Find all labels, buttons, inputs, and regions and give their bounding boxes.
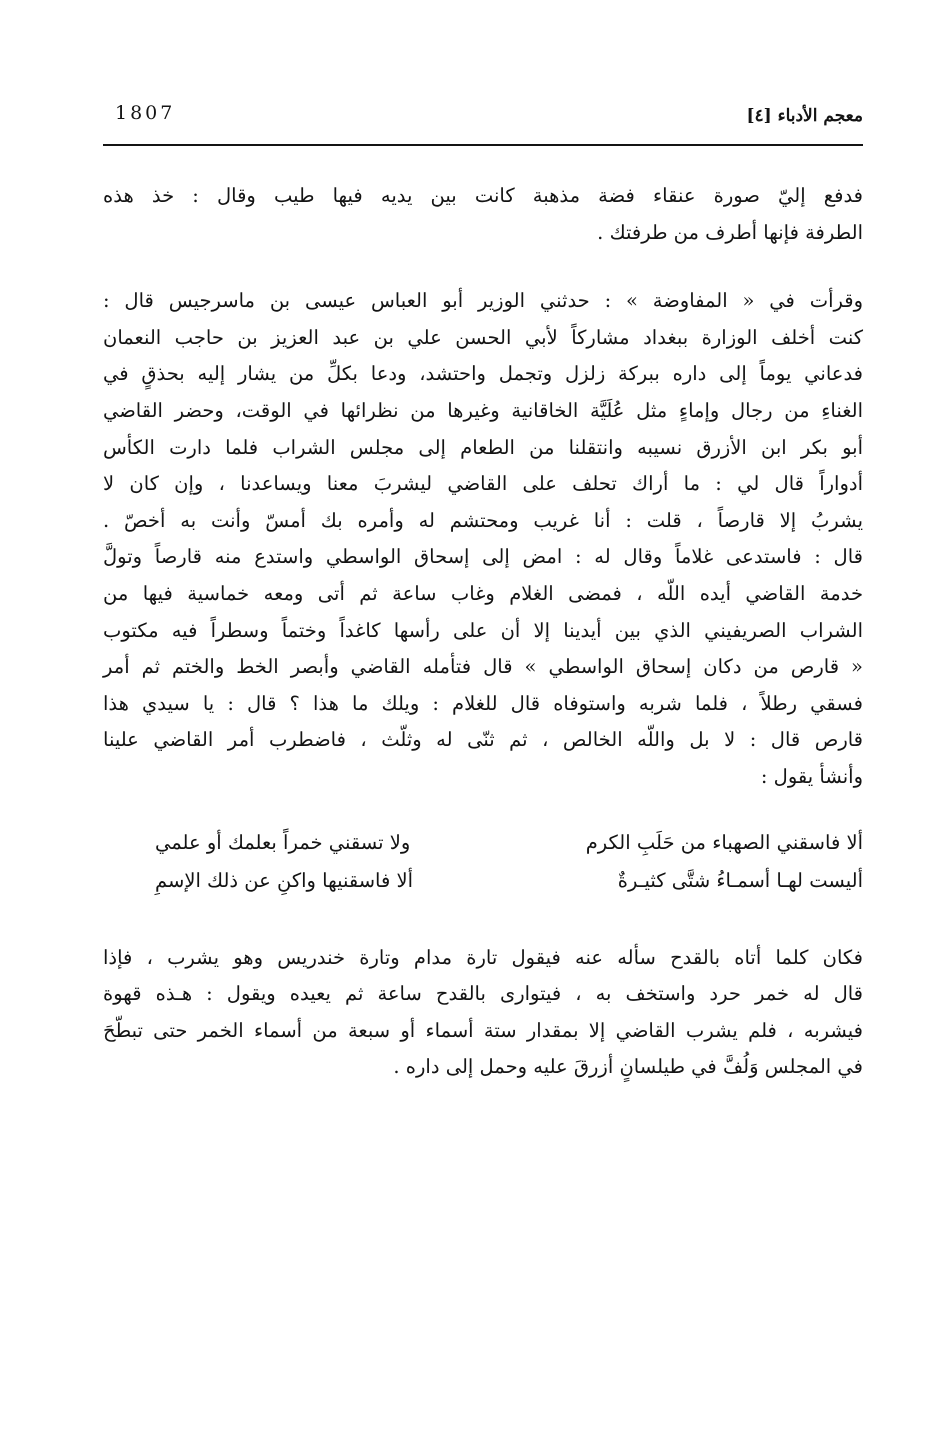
text-line: الطرفة فإنها أطرف من طرفتك .: [597, 220, 863, 244]
verse-second-hemistich: ولا تسقني خمراً بعلمك أو علمي: [155, 830, 411, 854]
verse-first-hemistich: أليست لهـا أسمـاءُ شتَّى كثيـرةٌ: [617, 868, 863, 892]
verse: [103, 862, 863, 900]
text-line: فدفع إليّ صورة عنقاء فضة مذهبة كانت بين يديه فيها طيب وقال : خذ هذه: [103, 184, 863, 207]
page-number: 1807: [115, 102, 176, 124]
text-line: خدمة القاضي أيده اللّه ، فمضى الغلام وغاب ساعة ثم أتى ومعه خماسية فيها من: [103, 581, 863, 605]
text-line: « قارص من دكان إسحاق الواسطي » قال فتأمله القاضي وأبصر الخط والختم ثم أمر: [103, 655, 863, 679]
text-line: يشربُ إلا قارصاً ، قلت : أنا غريب ومحتشم له وأمره بك أمسّ وأنت به أخصّ .: [103, 508, 863, 532]
text-line: الشراب الصريفيني الذي بين أيدينا إلا أن على رأسها كاغداً وختماً وسطراً فيه مكتوب: [103, 618, 863, 642]
paragraph: [103, 940, 863, 1086]
paragraph: [103, 178, 863, 251]
text-line: وقرأت في « المفاوضة » : حدثني الوزير أبو العباس عيسى بن ماسرجيس قال :: [103, 289, 863, 313]
text-line: أبو بكر ابن الأزرق نسيبه وانتقلنا من الطعام إلى مجلس الشراب فلما دارت الكأس: [103, 435, 863, 459]
text-line: الغناءِ من رجال وإماءٍ مثل عُلَيَّة الخاقانية وغيرها من نظرائها في الوقت، وحضر القاضي: [103, 398, 863, 422]
paragraph-gap: [103, 251, 863, 283]
text-line: فدعاني يوماً إلى داره ببركة زلزل وتجمل واحتشد، ودعا بكلِّ من يشار إليه بحذقٍ في: [103, 362, 863, 386]
text-line: في المجلس وَلُفَّ في طيلسانٍ أزرقَ عليه وحمل إلى داره .: [393, 1055, 863, 1079]
page-header: [103, 100, 863, 140]
text-line: وأنشأ يقول :: [760, 764, 863, 788]
paragraph: [103, 283, 863, 795]
text-line: قال : فاستدعى غلاماً وقال له : امض إلى إسحاق الواسطي واستدع منه قارصاً وتولَّ: [103, 545, 863, 569]
poem-verses: [103, 824, 863, 900]
verse: [103, 824, 863, 862]
text-line: فيشربه ، فلم يشرب القاضي إلا بمقدار ستة أسماء أو سبعة من أسماء الخمر حتى تبطّحَ: [103, 1018, 863, 1042]
text-line: قارص قال : لا بل واللّه الخالص ، ثم ثنّى له وثلّث ، فاضطرب أمر القاضي علينا: [103, 728, 863, 752]
verse-first-hemistich: ألا فاسقني الصهباء من حَلَبِ الكرم: [585, 830, 863, 854]
header-rule: [103, 144, 863, 146]
text-line: كنت أخلف الوزارة ببغداد مشاركاً لأبي الحسن علي بن عبد العزيز بن حاجب النعمان: [103, 325, 863, 349]
text-line: فكان كلما أتاه بالقدح سأله عنه فيقول تارة مدام وتارة خندريس وهو يشرب ، فإذا: [103, 945, 863, 969]
running-title: معجم الأدباء [٤]: [746, 106, 863, 126]
body-text: [103, 178, 863, 1086]
text-line: أدواراً قال لي : ما أراك تحلف على القاضي ليشربَ معنا ويساعدنا ، وإن كان لا: [103, 472, 863, 496]
text-line: قال له خمر حرد واستخف به ، فيتوارى بالقدح ساعة ثم يعيده ويقول : هـذه قهوة: [103, 982, 863, 1006]
text-line: فسقي رطلاً ، فلما شربه واستوفاه قال للغلام : ويلك ما هذا ؟ قال : يا سيدي هذا: [103, 691, 863, 715]
verse-second-hemistich: ألا فاسقنيها واكنِ عن ذلك الإسمِ: [155, 868, 414, 892]
